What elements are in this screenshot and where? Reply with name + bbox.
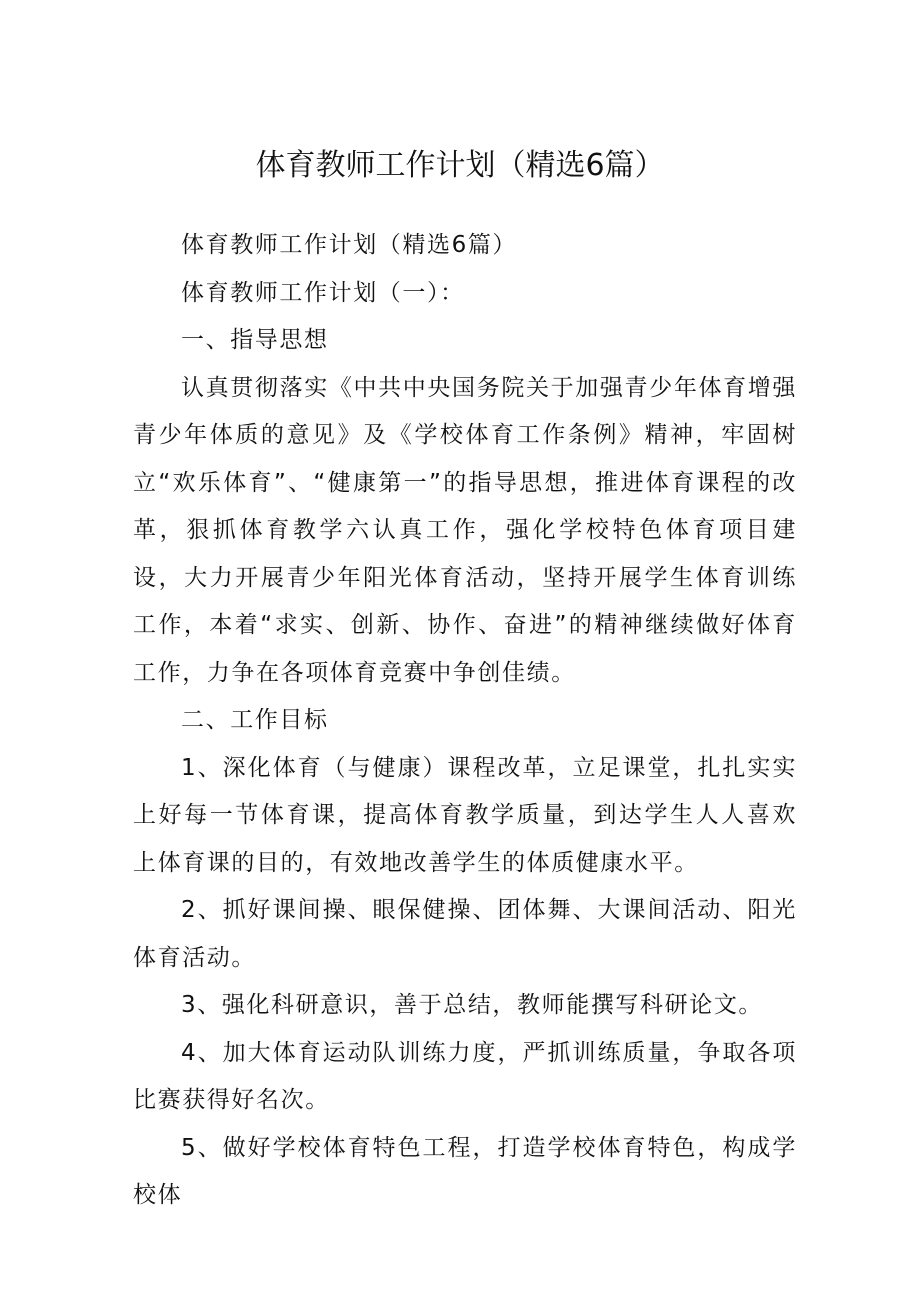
paragraph-heading-work-goals: 二、工作目标 xyxy=(181,707,329,733)
paragraph-goal-4: 4、加大体育运动队训练力度，严抓训练质量，争取各项比赛获得好名次。 xyxy=(133,1039,797,1113)
paragraph-subtitle: 体育教师工作计划（精选6篇） xyxy=(181,232,518,258)
paragraph-section-heading-part-one: 体育教师工作计划（一）： xyxy=(181,279,465,306)
paragraph-heading-guiding-ideology: 一、指导思想 xyxy=(181,327,329,353)
paragraph-guiding-ideology-text: 认真贯彻落实《中共中央国务院关于加强青少年体育增强青少年体质的意见》及《学校体育工作条例》精神，牢固树立“欢乐体育”、“健康第一”的指导思想，推进体育课程的改革，狠抓体育教学六认真工作，强化学校特色体育项目建设，大力开展青少年阳光体育活动，坚持开展学生体育训练工作，本着“求实、创新、协作、奋进”的精神继续做好体育工作，力争在各项体育竞赛中争创佳绩。 xyxy=(133,374,797,686)
paragraph-goal-2: 2、抓好课间操、眼保健操、团体舞、大课间活动、阳光体育活动。 xyxy=(133,897,797,971)
paragraph-goal-3: 3、强化科研意识，善于总结，教师能撰写科研论文。 xyxy=(181,992,764,1018)
document-body xyxy=(133,222,797,1220)
paragraph-goal-1: 1、深化体育（与健康）课程改革，立足课堂，扎扎实实上好每一节体育课，提高体育教学质量，到达学生人人喜欢上体育课的目的，有效地改善学生的体质健康水平。 xyxy=(133,754,797,876)
document-title: 体育教师工作计划（精选6篇） xyxy=(255,148,665,183)
paragraph-goal-5: 5、做好学校体育特色工程，打造学校体育特色，构成学校体 xyxy=(133,1134,797,1208)
